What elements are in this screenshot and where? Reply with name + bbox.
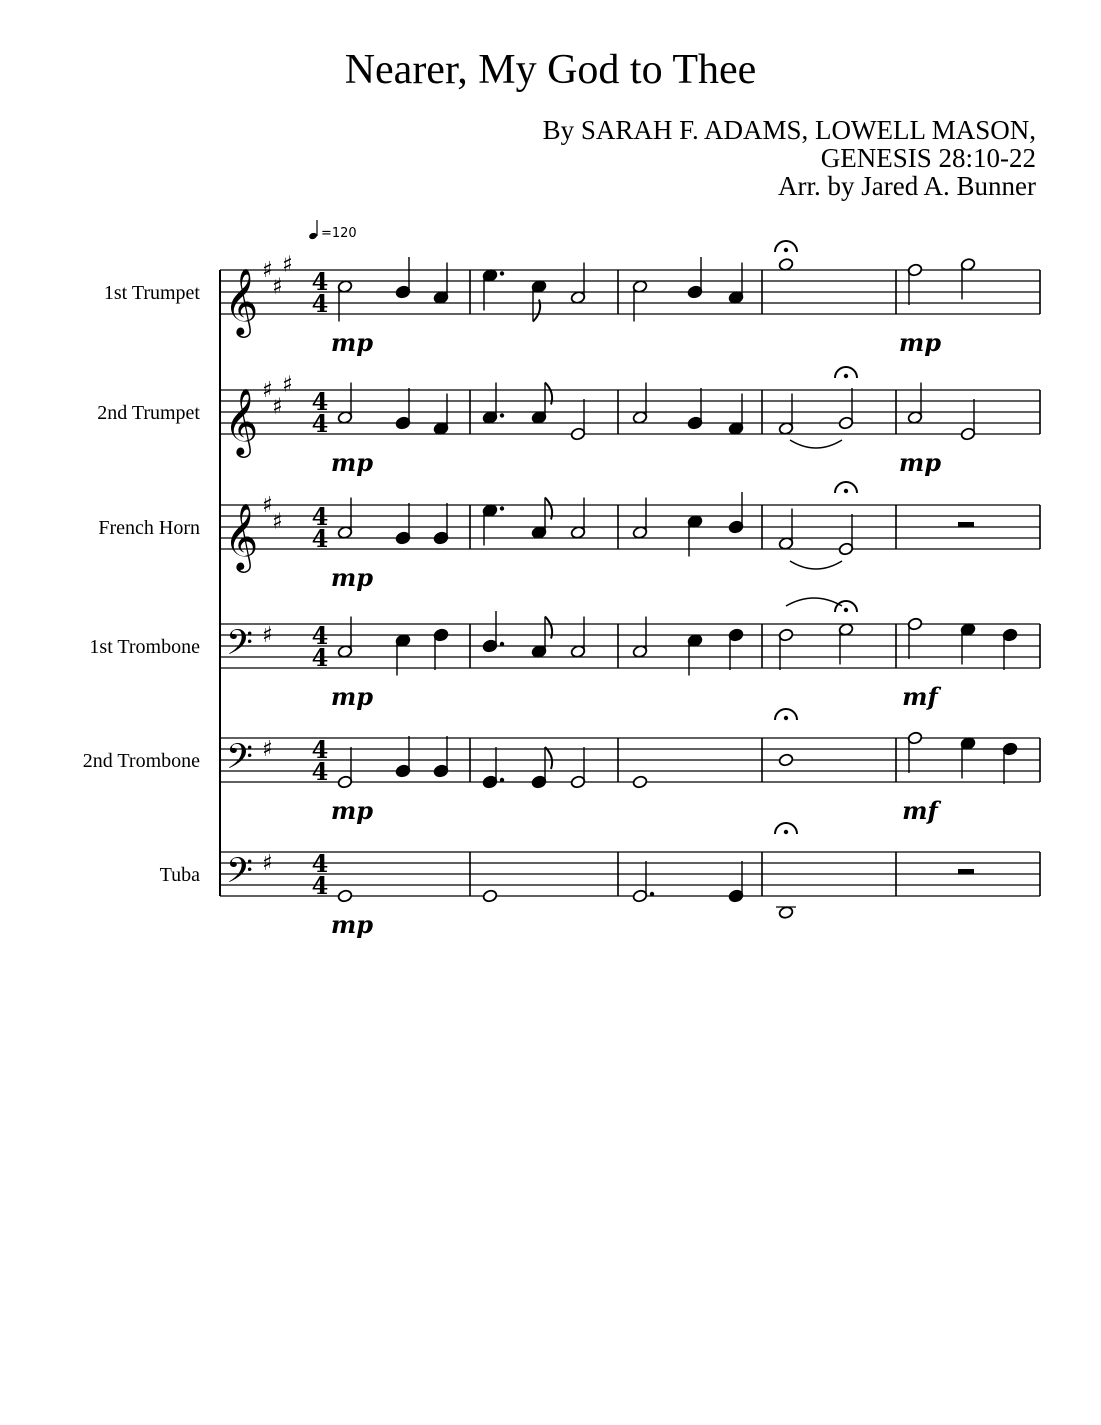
- tempo-mark: =120: [321, 226, 357, 241]
- instrument-name: 1st Trombone: [89, 636, 200, 658]
- fermata-dot: [844, 608, 848, 612]
- instrument-name: 2nd Trombone: [82, 750, 200, 772]
- time-signature-bottom: 4: [311, 409, 329, 438]
- treble-clef-icon: 𝄞: [224, 267, 259, 335]
- note-head: [337, 889, 353, 903]
- sharp-icon: ♯: [282, 372, 293, 398]
- note-dot: [500, 413, 504, 417]
- composer-line-1: By SARAH F. ADAMS, LOWELL MASON,: [542, 115, 1036, 145]
- dynamic-mark: mf: [902, 682, 938, 711]
- note-dot: [500, 271, 504, 275]
- dynamic-mark: mp: [330, 910, 374, 939]
- note-dot: [650, 892, 654, 896]
- treble-clef-icon: 𝄞: [224, 502, 259, 570]
- note-flag: [545, 747, 552, 769]
- fermata-dot: [784, 248, 788, 252]
- half-rest-icon: [958, 869, 974, 874]
- arranger-credit: Arr. by Jared A. Bunner: [778, 171, 1036, 201]
- note-head: [778, 258, 794, 272]
- dynamic-mark: mp: [330, 328, 374, 357]
- time-signature-top: 4: [311, 621, 329, 650]
- composer-line-2: GENESIS 28:10-22: [820, 143, 1036, 173]
- sharp-icon: ♯: [272, 274, 283, 300]
- note-dot: [500, 506, 504, 510]
- time-signature-bottom: 4: [311, 524, 329, 553]
- time-signature-bottom: 4: [311, 289, 329, 318]
- fermata-dot: [784, 830, 788, 834]
- note-head: [778, 906, 794, 920]
- instrument-name: Tuba: [159, 864, 200, 886]
- time-signature: [312, 387, 329, 438]
- time-signature-top: 4: [311, 502, 329, 531]
- dynamic-mark: mp: [898, 448, 942, 477]
- note-head: [632, 775, 648, 789]
- note-dot: [500, 642, 504, 646]
- dynamic-mark: mp: [898, 328, 942, 357]
- tie-arc: [790, 440, 842, 448]
- time-signature: [312, 502, 329, 553]
- time-signature: [312, 621, 329, 672]
- tie-arc: [786, 598, 842, 606]
- instrument-name: 2nd Trumpet: [97, 402, 200, 424]
- time-signature-top: 4: [311, 849, 329, 878]
- half-rest-icon: [958, 522, 974, 527]
- sharp-icon: ♯: [262, 737, 273, 762]
- fermata-dot: [844, 374, 848, 378]
- dynamic-mark: mp: [330, 563, 374, 592]
- time-signature-top: 4: [311, 735, 329, 764]
- score-title: Nearer, My God to Thee: [344, 47, 757, 93]
- dynamic-mark: mp: [330, 796, 374, 825]
- note-head: [482, 889, 498, 903]
- dynamic-mark: mp: [330, 448, 374, 477]
- note-head: [778, 753, 794, 767]
- sharp-icon: ♯: [262, 493, 273, 518]
- treble-clef-icon: 𝄞: [224, 387, 259, 455]
- bass-clef-icon: 𝄢: [226, 850, 254, 899]
- instrument-name: 1st Trumpet: [103, 282, 200, 304]
- sharp-icon: ♯: [262, 258, 273, 283]
- sharp-icon: ♯: [272, 509, 283, 535]
- time-signature-bottom: 4: [311, 643, 329, 672]
- time-signature-top: 4: [311, 267, 329, 296]
- fermata-dot: [784, 716, 788, 720]
- bass-clef-icon: 𝄢: [226, 622, 254, 671]
- instrument-name: French Horn: [98, 517, 200, 539]
- sharp-icon: ♯: [262, 851, 273, 876]
- sharp-icon: ♯: [262, 378, 273, 403]
- time-signature-bottom: 4: [311, 871, 329, 900]
- sharp-icon: ♯: [282, 252, 293, 278]
- time-signature: [312, 849, 329, 900]
- fermata-dot: [844, 489, 848, 493]
- bass-clef-icon: 𝄢: [226, 736, 254, 785]
- time-signature-top: 4: [311, 387, 329, 416]
- time-signature-bottom: 4: [311, 757, 329, 786]
- dynamic-mark: mf: [902, 796, 938, 825]
- sharp-icon: ♯: [262, 623, 273, 648]
- sharp-icon: ♯: [272, 394, 283, 420]
- note-dot: [500, 778, 504, 782]
- dynamic-mark: mp: [330, 682, 374, 711]
- tie-arc: [790, 561, 842, 569]
- tempo-note-icon: [308, 232, 318, 240]
- time-signature: [312, 267, 329, 318]
- time-signature: [312, 735, 329, 786]
